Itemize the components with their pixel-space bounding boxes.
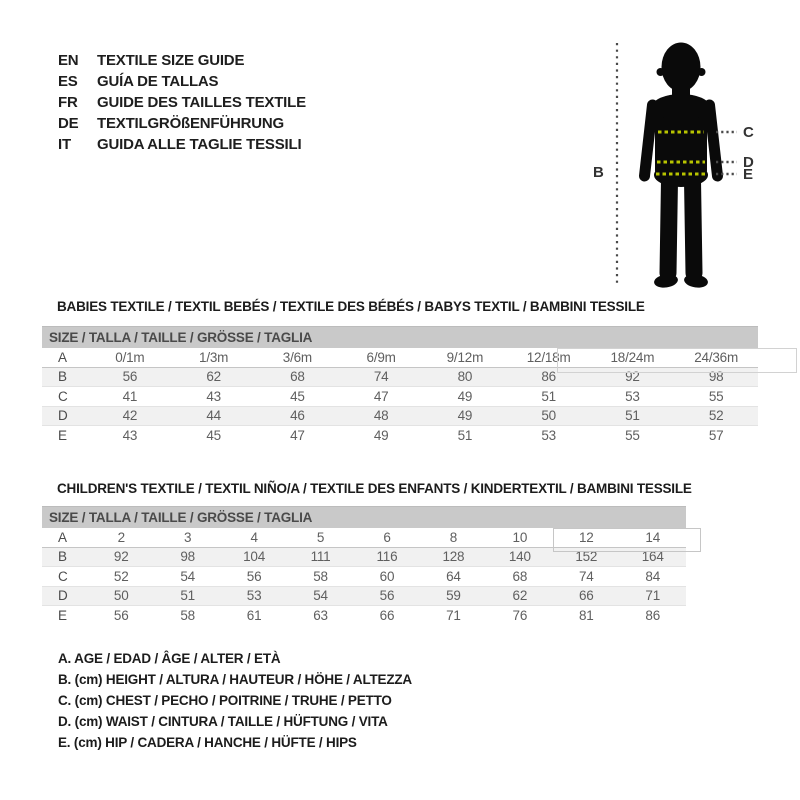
table-cell: 6 — [383, 529, 391, 545]
table-cell: 42 — [122, 408, 138, 424]
table-cell: 53 — [246, 588, 262, 604]
table-cell: 55 — [625, 428, 640, 444]
table-row — [42, 606, 686, 626]
guide-title: GUIDE DES TAILLES TEXTILE — [97, 94, 306, 111]
table-cell: 4 — [250, 529, 258, 545]
babies-size-table — [42, 326, 758, 446]
table-cell: 47 — [290, 428, 305, 444]
guide-title: GUIDA ALLE TAGLIE TESSILI — [97, 136, 302, 153]
table-cell: 46 — [290, 408, 305, 424]
row-label: A — [58, 349, 67, 365]
table-cell: 51 — [457, 428, 473, 444]
table-cell: 14 — [645, 529, 661, 545]
table-cell: 51 — [180, 588, 195, 604]
table-cell: 86 — [645, 608, 661, 624]
table-cell: 54 — [180, 568, 195, 584]
table-row — [42, 567, 686, 587]
table-cell: 140 — [508, 549, 531, 565]
table-cell: 81 — [578, 608, 594, 624]
table-cell: 71 — [446, 608, 461, 624]
language-code: FR — [58, 94, 78, 111]
table-row — [42, 387, 758, 407]
language-row — [58, 113, 306, 134]
table-row — [42, 407, 758, 427]
table-cell: 18/24m — [610, 349, 655, 365]
table-cell: 24/36m — [694, 349, 739, 365]
table-cell: 58 — [180, 608, 195, 624]
table-cell: 12 — [578, 529, 594, 545]
table-cell: 111 — [310, 549, 331, 565]
language-row — [58, 50, 306, 71]
table-cell: 92 — [113, 549, 129, 565]
table-cell: 66 — [379, 608, 395, 624]
table-cell: 50 — [113, 588, 129, 604]
table-cell: 164 — [641, 549, 664, 565]
babies-section-title: BABIES TEXTILE / TEXTIL BEBÉS / TEXTILE DES BÉBÉS / BABYS TEXTIL / BAMBINI TESSILE — [57, 299, 645, 314]
table-cell: 98 — [708, 369, 724, 385]
table-cell: 0/1m — [115, 349, 145, 365]
chest-label: C — [743, 124, 754, 141]
table-cell: 41 — [122, 388, 138, 404]
table-cell: 43 — [206, 388, 221, 404]
measurement-legend — [58, 648, 412, 753]
table-row — [42, 426, 758, 446]
table-cell: 116 — [376, 549, 398, 565]
table-cell: 49 — [457, 408, 473, 424]
table-cell: 1/3m — [199, 349, 229, 365]
table-cell: 53 — [541, 428, 556, 444]
table-cell: 128 — [442, 549, 465, 565]
table-cell: 60 — [379, 568, 395, 584]
table-cell: 66 — [578, 588, 594, 604]
row-label: E — [58, 428, 67, 444]
row-label: B — [58, 549, 67, 565]
table-cell: 68 — [290, 369, 305, 385]
table-cell: 74 — [578, 568, 594, 584]
hip-label: E — [743, 166, 754, 183]
language-code: ES — [58, 73, 78, 90]
table-cell: 44 — [206, 408, 221, 424]
table-cell: 56 — [246, 568, 262, 584]
table-cell: 3 — [184, 529, 192, 545]
table-cell: 49 — [457, 388, 473, 404]
language-code: IT — [58, 136, 71, 153]
language-row — [58, 92, 306, 113]
table-cell: 80 — [457, 369, 473, 385]
table-cell: 92 — [625, 369, 640, 385]
table-cell: 43 — [122, 428, 138, 444]
row-label: D — [58, 588, 68, 604]
table-cell: 9/12m — [446, 349, 484, 365]
table-cell: 51 — [625, 408, 640, 424]
table-cell: 86 — [541, 369, 556, 385]
table-cell: 49 — [373, 428, 389, 444]
legend-item: D. (cm) WAIST / CINTURA / TAILLE / HÜFTUNG / VITA — [58, 714, 388, 729]
table-cell: 10 — [512, 529, 528, 545]
table-cell: 84 — [645, 568, 661, 584]
legend-item: A. AGE / EDAD / ÂGE / ALTER / ETÀ — [58, 651, 281, 666]
children-section-title: CHILDREN'S TEXTILE / TEXTIL NIÑO/A / TEXTILE DES ENFANTS / KINDERTEXTIL / BAMBINI TESSILE — [57, 481, 692, 496]
table-cell: 56 — [113, 608, 129, 624]
table-cell: 71 — [645, 588, 661, 604]
height-label: B — [593, 164, 604, 181]
table-cell: 76 — [512, 608, 528, 624]
table-cell: 8 — [449, 529, 458, 545]
table-cell: 47 — [373, 388, 389, 404]
table-cell: 6/9m — [366, 349, 396, 365]
table-cell: 152 — [575, 549, 598, 565]
table-cell: 104 — [243, 549, 266, 565]
table-cell: 62 — [512, 588, 528, 604]
table-cell: 55 — [708, 388, 724, 404]
waist-label: D — [743, 154, 754, 171]
table-cell: 68 — [512, 568, 528, 584]
row-label: E — [58, 608, 67, 624]
guide-title: TEXTILGRÖßENFÜHRUNG — [97, 115, 285, 132]
table-cell: 12/18m — [526, 349, 571, 365]
table-cell: 62 — [206, 369, 221, 385]
table-cell: 50 — [541, 408, 556, 424]
language-code: EN — [58, 52, 79, 69]
row-label: C — [58, 568, 68, 584]
table-cell: 5 — [316, 529, 325, 545]
table-cell: 3/6m — [282, 349, 312, 365]
table-cell: 45 — [290, 388, 305, 404]
children-size-header-bar: SIZE / TALLA / TAILLE / GRÖSSE / TAGLIA — [42, 506, 686, 528]
row-label: D — [58, 408, 68, 424]
table-cell: 54 — [313, 588, 328, 604]
table-cell: 56 — [122, 369, 138, 385]
child-silhouette-icon — [580, 18, 800, 303]
language-row — [58, 71, 306, 92]
table-row — [42, 587, 686, 607]
table-cell: 51 — [541, 388, 556, 404]
table-cell: 63 — [313, 608, 328, 624]
table-cell: 45 — [206, 428, 221, 444]
language-row — [58, 134, 306, 155]
table-cell: 53 — [625, 388, 640, 404]
language-title-block — [58, 50, 306, 155]
row-label: A — [58, 529, 67, 545]
table-cell: 56 — [379, 588, 395, 604]
table-cell: 58 — [313, 568, 328, 584]
table-cell: 98 — [180, 549, 195, 565]
row-label: C — [58, 388, 68, 404]
table-cell: 74 — [373, 369, 389, 385]
table-cell: 52 — [113, 568, 129, 584]
language-code: DE — [58, 115, 79, 132]
legend-item: B. (cm) HEIGHT / ALTURA / HAUTEUR / HÖHE / ALTEZZA — [58, 672, 412, 687]
babies-size-header-bar: SIZE / TALLA / TAILLE / GRÖSSE / TAGLIA — [42, 326, 758, 348]
table-cell: 52 — [708, 408, 724, 424]
table-cell: 48 — [373, 408, 389, 424]
child-measurement-figure — [580, 18, 800, 303]
children-header-highlight-box — [553, 528, 701, 552]
guide-title: TEXTILE SIZE GUIDE — [97, 52, 245, 69]
legend-item: C. (cm) CHEST / PECHO / POITRINE / TRUHE / PETTO — [58, 693, 392, 708]
table-cell: 61 — [246, 608, 262, 624]
babies-header-highlight-box — [557, 348, 797, 373]
children-size-table — [42, 506, 686, 626]
guide-title: GUÍA DE TALLAS — [97, 73, 219, 90]
row-label: B — [58, 369, 67, 385]
legend-item: E. (cm) HIP / CADERA / HANCHE / HÜFTE / HIPS — [58, 735, 357, 750]
table-cell: 57 — [708, 428, 724, 444]
table-cell: 64 — [446, 568, 461, 584]
table-cell: 2 — [117, 529, 125, 545]
table-cell: 59 — [446, 588, 461, 604]
